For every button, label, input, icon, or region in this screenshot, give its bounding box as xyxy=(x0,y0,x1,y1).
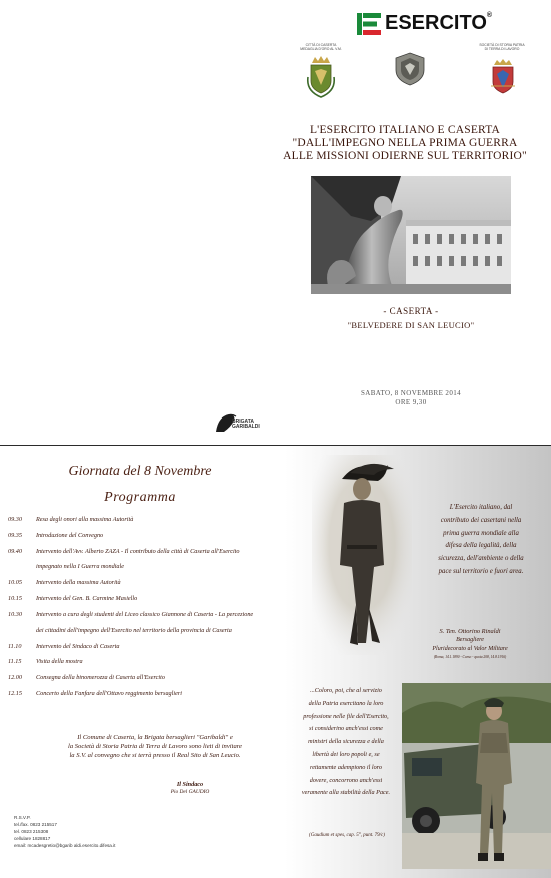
program-item-continuation: dei cittadini dell'impegno dell'Esercito nel territorio della provincia di Caserta xyxy=(36,627,232,634)
seal-right-caption: SOCIETÀ DI STORIA PATRIA DI TERRA DI LAVORO xyxy=(479,43,525,51)
caserta-coat-of-arms-icon xyxy=(306,55,336,100)
rsvp-mobile: cellulare 1828817 xyxy=(14,836,51,841)
event-date: SABATO, 8 NOVEMBRE 2014 xyxy=(360,389,462,397)
event-time: ORE 9,30 xyxy=(395,398,427,406)
location-place: "BELVEDERE DI SAN LEUCIO" xyxy=(347,320,475,330)
quote-bottom: ...Coloro, poi, che al servizio della Patria esercitano la loro professione nelle file dell'Esercito, si considerino anch'essi come ministri della sicurezza e della libertà dei loro popoli e, se rettamente adempiono il loro dovere, concorrono anch'essi veramente alla stabilità della Pace. xyxy=(301,687,391,797)
brand-wordmark: ESERCITO® xyxy=(385,12,493,34)
rsvp-label: R.S.V.P. xyxy=(14,815,31,820)
program-item: 09.30 Resa degli onori alla massima Autorità xyxy=(8,516,134,523)
hero-dates: (Roma, 14.1.1890 - Carso - quota 208, 14.8.1916) xyxy=(433,655,507,659)
invitation-text: Il Comune di Caserta, la Brigata bersaglieri "Garibaldi" e la Società di Storia Patria di Terra di Lavoro sono lieti di invitare la S.V. al convegno che si terrà presso il Real Sito di San Leucio. xyxy=(67,734,242,759)
program-item: 10.05 Intervento della massima Autorità xyxy=(8,579,121,586)
hero-rank: Bersagliere xyxy=(456,637,484,643)
seal-left-caption: CITTÀ DI CASERTA MEDAGLIA D'ORO AL V.M. xyxy=(300,43,342,51)
esercito-logo-icon xyxy=(357,12,381,36)
hero-honors: Pluridecorato al Valor Militare xyxy=(432,646,508,652)
cover-photo-san-leucio xyxy=(311,176,511,294)
program-item: 12.15 Concerto della Fanfara dell'Ottavo reggimento bersaglieri xyxy=(8,690,182,697)
cover-title: L'ESERCITO ITALIANO E CASERTA "DALL'IMPEGNO NELLA PRIMA GUERRA ALLE MISSIONI ODIERNE SUL TERRITORIO" xyxy=(283,124,527,162)
signature-name: Pio Del GAUDIO xyxy=(170,789,210,795)
rsvp-fax: tel./fax. 0823 215517 xyxy=(14,822,57,827)
quote-citation: (Gaudium et spes, cap. 5°, punt. 79/c) xyxy=(309,833,385,838)
quote-top: L'Esercito italiano, dal contributo dei casertani nella prima guerra mondiale alla difesa della legalità, della sicurezza, dell'ambiente o della pace sul territorio e fuori area. xyxy=(438,504,524,575)
program-item: 10.15 Intervento del Gen. B. Carmine Masiello xyxy=(8,595,138,602)
portrait-ottorino-rinaldi xyxy=(312,455,412,655)
brigata-garibaldi-logo-text: BRIGATA GARIBALDI xyxy=(232,419,260,430)
rsvp-phone: tel. 0823 215308 xyxy=(14,829,49,834)
program-item: 09.35 Introduzione del Convegno xyxy=(8,532,104,539)
program-item-continuation: impegnato nella I Guerra mondiale xyxy=(36,563,124,570)
signature-title: Il Sindaco xyxy=(176,781,204,788)
program-item: 11.10 Intervento del Sindaco di Caserta xyxy=(8,643,120,650)
location-city: - CASERTA - xyxy=(383,306,439,316)
society-coat-of-arms-icon xyxy=(489,58,517,98)
program-item: 09.40 Intervento dell'Avv. Alberto ZAZA - Il contributo della città di Caserta all'Esercito xyxy=(8,548,240,555)
program-item: 12.00 Consegna della binomerozza di Caserta all'Esercito xyxy=(8,674,165,681)
day-heading: Giornata del 8 Novembre xyxy=(68,464,212,479)
army-crest-icon xyxy=(395,52,425,86)
program-item: 10.30 Intervento a cura degli studenti del Liceo classico Giannone di Caserta - La percezione xyxy=(8,611,254,618)
rsvp-email: email: mcadesgretio@bgarib aldi.esercito.difesa.it xyxy=(14,843,116,848)
program-heading: Programma xyxy=(104,490,176,505)
photo-modern-soldier-vehicle xyxy=(402,683,551,869)
program-item: 11.15 Visita della mostra xyxy=(8,658,83,665)
hero-name: S. Ten. Ottorino Rinaldi xyxy=(439,628,501,635)
